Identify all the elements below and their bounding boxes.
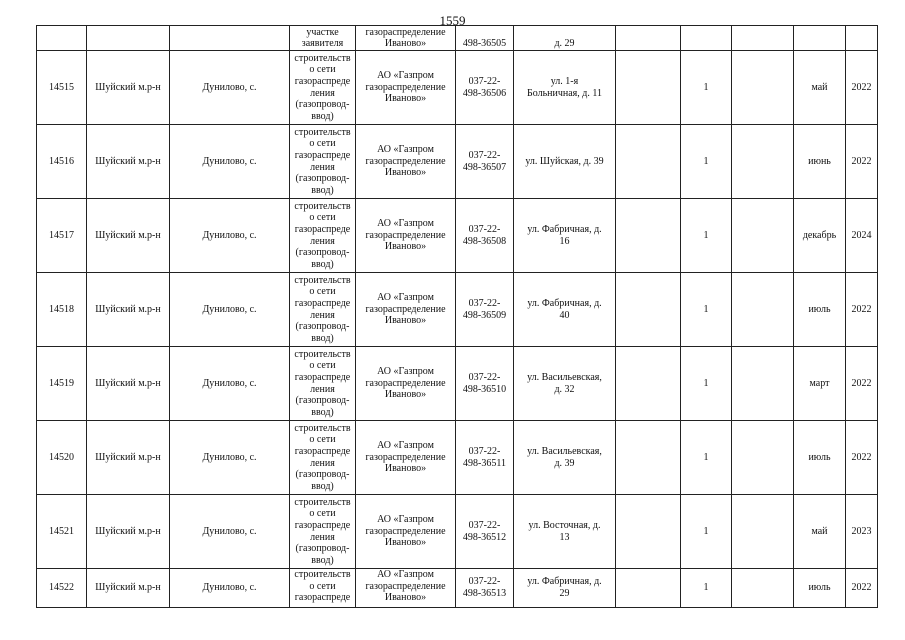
cell-year: 2024 <box>846 199 878 273</box>
cell-address <box>514 26 616 51</box>
cell-count: 1 <box>681 51 732 125</box>
text-line: (газопровод- <box>295 247 350 259</box>
text-line: АО «Газпром <box>377 440 434 452</box>
text-line: ул. Фабричная, д. <box>527 297 602 309</box>
cell-month: июль <box>794 569 846 608</box>
text-line: газораспределение <box>365 451 446 463</box>
cell-count: 1 <box>681 347 732 421</box>
cell-year: 2022 <box>846 569 878 608</box>
text-line: Иваново» <box>384 315 427 327</box>
cell-code <box>456 347 514 421</box>
cell-district: Шуйский м.р-н <box>87 51 170 125</box>
cell-year: 2022 <box>846 125 878 199</box>
cell-id: 14519 <box>37 347 87 421</box>
text-line: газораспреде <box>294 592 351 604</box>
text-line: газораспреде <box>294 519 351 531</box>
text-line: газораспределение <box>365 303 446 315</box>
text-line: ления <box>310 531 335 543</box>
text-line: 037-22- <box>468 297 501 309</box>
cell-address <box>514 421 616 495</box>
text-line: ввод) <box>311 110 334 122</box>
text-line: ления <box>310 87 335 99</box>
text-line: ул. Фабричная, д. <box>527 576 602 588</box>
cell-district: Шуйский м.р-н <box>87 347 170 421</box>
cell-empty <box>732 273 794 347</box>
cell-settlement: Дунилово, с. <box>170 495 290 569</box>
text-line: д. 39 <box>554 457 575 469</box>
cell-address <box>514 347 616 421</box>
page-number: 1559 <box>439 13 466 28</box>
text-line: строительств <box>294 496 351 508</box>
text-line: Иваново» <box>384 167 427 179</box>
text-line: АО «Газпром <box>377 514 434 526</box>
cell-settlement: Дунилово, с. <box>170 51 290 125</box>
cell-work-type <box>290 199 356 273</box>
cell-address <box>514 199 616 273</box>
cell-settlement: Дунилово, с. <box>170 569 290 608</box>
text-line: газораспреде <box>294 75 351 87</box>
text-line: 40 <box>559 309 570 321</box>
text-line: 13 <box>559 531 570 543</box>
cell-empty <box>616 199 681 273</box>
cell-count: 1 <box>681 495 732 569</box>
cell-year: 2023 <box>846 495 878 569</box>
registry-table <box>36 25 878 608</box>
text-line: (газопровод- <box>295 469 350 481</box>
text-line: (газопровод- <box>295 395 350 407</box>
cell-work-type <box>290 51 356 125</box>
text-line: о сети <box>309 286 336 298</box>
text-line: АО «Газпром <box>377 218 434 230</box>
table-row <box>37 347 878 421</box>
cell-empty <box>681 26 732 51</box>
cell-address <box>514 273 616 347</box>
cell-month: май <box>794 51 846 125</box>
text-line: Иваново» <box>384 38 427 50</box>
cell-code <box>456 569 514 608</box>
text-line: о сети <box>309 64 336 76</box>
text-line: строительств <box>294 200 351 212</box>
cell-organization <box>356 51 456 125</box>
cell-empty <box>732 347 794 421</box>
text-line: 037-22- <box>468 519 501 531</box>
cell-organization <box>356 495 456 569</box>
cell-empty <box>732 125 794 199</box>
text-line: АО «Газпром <box>377 70 434 82</box>
text-line: ления <box>310 383 335 395</box>
text-line: строительств <box>294 274 351 286</box>
table-row <box>37 273 878 347</box>
text-line: 498-36507 <box>462 161 507 173</box>
text-line: строительств <box>294 348 351 360</box>
text-line: д. 29 <box>554 38 575 50</box>
cell-settlement: Дунилово, с. <box>170 273 290 347</box>
text-line: ввод) <box>311 406 334 418</box>
text-line: АО «Газпром <box>377 569 434 580</box>
text-line: 498-36509 <box>462 309 507 321</box>
cell-id <box>37 26 87 51</box>
text-line: 037-22- <box>468 149 501 161</box>
cell-empty <box>616 125 681 199</box>
cell-count: 1 <box>681 569 732 608</box>
cell-work-type <box>290 347 356 421</box>
cell-id: 14516 <box>37 125 87 199</box>
cell-district: Шуйский м.р-н <box>87 125 170 199</box>
text-line: Иваново» <box>384 389 427 401</box>
text-line: (газопровод- <box>295 321 350 333</box>
cell-empty <box>732 51 794 125</box>
cell-count: 1 <box>681 125 732 199</box>
table-row <box>37 125 878 199</box>
text-line: 037-22- <box>468 576 501 588</box>
text-line: о сети <box>309 360 336 372</box>
text-line: строительств <box>294 569 351 580</box>
cell-empty <box>732 26 794 51</box>
text-line: 16 <box>559 235 570 247</box>
cell-empty <box>616 273 681 347</box>
text-line: 498-36512 <box>462 531 507 543</box>
text-line: АО «Газпром <box>377 292 434 304</box>
cell-id: 14522 <box>37 569 87 608</box>
cell-id: 14520 <box>37 421 87 495</box>
text-line: Иваново» <box>384 537 427 549</box>
text-line: 498-36506 <box>462 87 507 99</box>
cell-empty <box>616 347 681 421</box>
cell-year: 2022 <box>846 51 878 125</box>
text-line: о сети <box>309 138 336 150</box>
cell-empty <box>794 26 846 51</box>
text-line: 498-36505 <box>462 38 507 50</box>
cell-organization <box>356 273 456 347</box>
text-line: о сети <box>309 212 336 224</box>
text-line: Иваново» <box>384 241 427 253</box>
cell-month: июнь <box>794 125 846 199</box>
text-line: газораспределение <box>365 525 446 537</box>
cell-month: декабрь <box>794 199 846 273</box>
cell-count: 1 <box>681 273 732 347</box>
text-line: газораспреде <box>294 445 351 457</box>
text-line: строительств <box>294 52 351 64</box>
cell-empty <box>616 26 681 51</box>
cell-code <box>456 421 514 495</box>
text-line: 037-22- <box>468 371 501 383</box>
cell-code <box>456 199 514 273</box>
text-line: 498-36508 <box>462 235 507 247</box>
text-line: Иваново» <box>384 592 427 604</box>
cell-code <box>456 495 514 569</box>
text-line: 037-22- <box>468 445 501 457</box>
cell-district: Шуйский м.р-н <box>87 421 170 495</box>
text-line: ввод) <box>311 554 334 566</box>
text-line: о сети <box>309 508 336 520</box>
text-line: (газопровод- <box>295 173 350 185</box>
text-line: газораспреде <box>294 223 351 235</box>
cell-code <box>456 51 514 125</box>
cell-district: Шуйский м.р-н <box>87 569 170 608</box>
text-line: Иваново» <box>384 93 427 105</box>
text-line: 037-22- <box>468 75 501 87</box>
cell-address <box>514 495 616 569</box>
text-line: ул. Васильевская, <box>527 371 602 383</box>
text-line: ул. 1-я <box>550 75 579 87</box>
text-line: ления <box>310 235 335 247</box>
cell-settlement <box>170 26 290 51</box>
cell-month: июль <box>794 273 846 347</box>
cell-empty <box>846 26 878 51</box>
cell-work-type <box>290 273 356 347</box>
cell-settlement: Дунилово, с. <box>170 347 290 421</box>
text-line: газораспределение <box>365 81 446 93</box>
cell-month: июль <box>794 421 846 495</box>
cell-empty <box>732 421 794 495</box>
cell-empty <box>732 199 794 273</box>
cell-address <box>514 51 616 125</box>
cell-address <box>514 125 616 199</box>
text-line: 498-36513 <box>462 588 507 599</box>
text-line: газораспределение <box>365 377 446 389</box>
table-row-fragment <box>37 26 878 51</box>
text-line: газораспределение <box>365 580 446 592</box>
text-line: ввод) <box>311 184 334 196</box>
text-line: участке <box>306 26 339 38</box>
text-line: ления <box>310 457 335 469</box>
text-line: 037-22- <box>468 223 501 235</box>
text-line: газораспределение <box>365 26 446 38</box>
table-row <box>37 569 878 608</box>
cell-district <box>87 26 170 51</box>
cell-organization <box>356 569 456 608</box>
text-line: АО «Газпром <box>377 366 434 378</box>
text-line: заявителя <box>301 38 344 50</box>
cell-code <box>456 26 514 51</box>
cell-year: 2022 <box>846 347 878 421</box>
cell-id: 14521 <box>37 495 87 569</box>
cell-month: март <box>794 347 846 421</box>
cell-id: 14517 <box>37 199 87 273</box>
text-line: 29 <box>559 588 570 599</box>
cell-address <box>514 569 616 608</box>
text-line: газораспреде <box>294 149 351 161</box>
text-line: строительств <box>294 422 351 434</box>
cell-work-type <box>290 125 356 199</box>
text-line: 498-36511 <box>463 457 506 469</box>
cell-code <box>456 273 514 347</box>
text-line: газораспреде <box>294 371 351 383</box>
text-line: (газопровод- <box>295 543 350 555</box>
text-line: 498-36510 <box>462 383 507 395</box>
text-line: (газопровод- <box>295 99 350 111</box>
cell-empty <box>616 51 681 125</box>
text-line: строительств <box>294 126 351 138</box>
text-line: ул. Восточная, д. <box>528 519 601 531</box>
cell-empty <box>732 569 794 608</box>
text-line: ления <box>310 161 335 173</box>
text-line: Иваново» <box>384 463 427 475</box>
cell-work-type <box>290 421 356 495</box>
cell-id: 14518 <box>37 273 87 347</box>
text-line: ления <box>310 309 335 321</box>
cell-district: Шуйский м.р-н <box>87 495 170 569</box>
cell-organization <box>356 347 456 421</box>
table-row <box>37 495 878 569</box>
text-line: газораспределение <box>365 155 446 167</box>
text-line: ул. Шуйская, д. 39 <box>525 155 604 167</box>
text-line: ввод) <box>311 332 334 344</box>
cell-organization <box>356 26 456 51</box>
cell-organization <box>356 199 456 273</box>
text-line: д. 32 <box>554 383 575 395</box>
cell-work-type <box>290 495 356 569</box>
cell-district: Шуйский м.р-н <box>87 199 170 273</box>
cell-code <box>456 125 514 199</box>
text-line: АО «Газпром <box>377 144 434 156</box>
text-line: ввод) <box>311 480 334 492</box>
text-line: о сети <box>309 580 336 592</box>
cell-settlement: Дунилово, с. <box>170 199 290 273</box>
text-line: ввод) <box>311 258 334 270</box>
cell-empty <box>616 569 681 608</box>
cell-organization <box>356 421 456 495</box>
table-row <box>37 199 878 273</box>
cell-work-type <box>290 569 356 608</box>
text-line: ул. Фабричная, д. <box>527 223 602 235</box>
cell-work-type <box>290 26 356 51</box>
cell-month: май <box>794 495 846 569</box>
text-line: о сети <box>309 434 336 446</box>
cell-empty <box>616 421 681 495</box>
cell-count: 1 <box>681 421 732 495</box>
cell-district: Шуйский м.р-н <box>87 273 170 347</box>
cell-year: 2022 <box>846 273 878 347</box>
text-line: газораспределение <box>365 229 446 241</box>
cell-settlement: Дунилово, с. <box>170 421 290 495</box>
cell-empty <box>732 495 794 569</box>
text-line: газораспреде <box>294 297 351 309</box>
cell-count: 1 <box>681 199 732 273</box>
text-line: ул. Васильевская, <box>527 445 602 457</box>
table-row <box>37 51 878 125</box>
cell-empty <box>616 495 681 569</box>
cell-id: 14515 <box>37 51 87 125</box>
table-row <box>37 421 878 495</box>
cell-year: 2022 <box>846 421 878 495</box>
cell-organization <box>356 125 456 199</box>
cell-settlement: Дунилово, с. <box>170 125 290 199</box>
text-line: Больничная, д. 11 <box>527 87 602 99</box>
